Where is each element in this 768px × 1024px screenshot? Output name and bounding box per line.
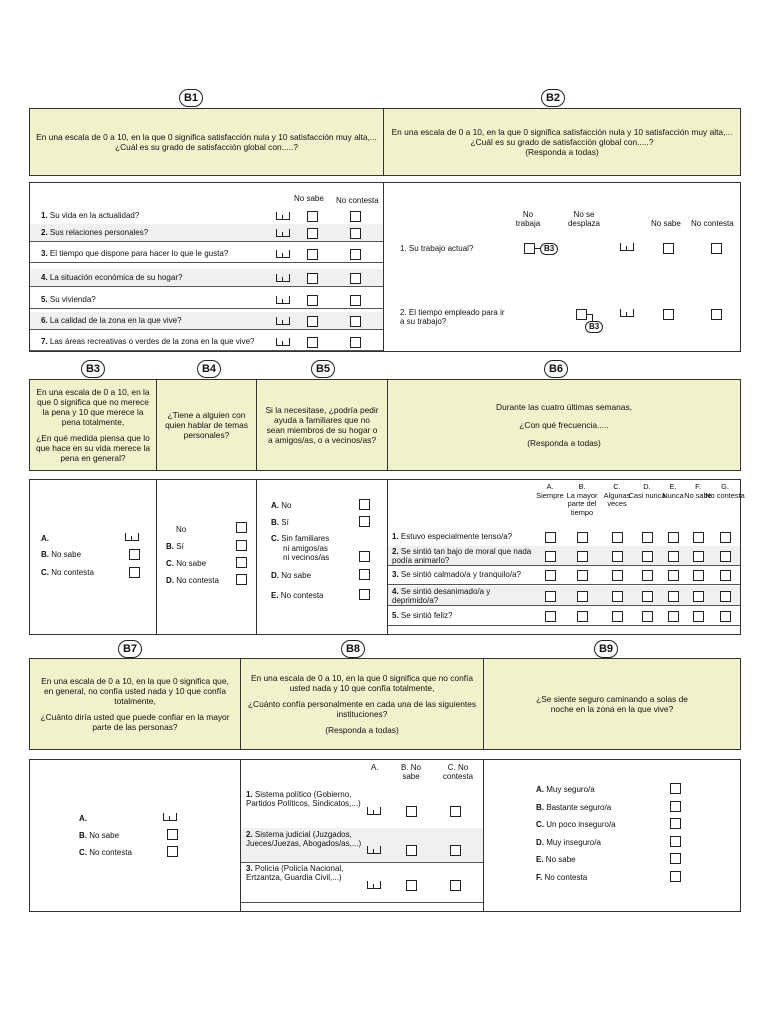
b6-item-3-option-g-checkbox[interactable] bbox=[720, 570, 731, 581]
b1-item-7-no-sabe-checkbox[interactable] bbox=[307, 337, 318, 348]
b1-row-divider bbox=[30, 262, 383, 263]
b6-row-divider bbox=[388, 625, 740, 626]
b6-item-5-option-d-checkbox[interactable] bbox=[642, 611, 653, 622]
b1-question-box bbox=[29, 108, 384, 176]
b3-option-c bbox=[41, 568, 94, 577]
b6-item-4-option-a-checkbox[interactable] bbox=[545, 591, 556, 602]
b1-question-line2: ¿Cuál es su grado de satisfacción global con.....? bbox=[115, 142, 298, 152]
b1-item-text: Su vida en la actualidad? bbox=[49, 211, 140, 220]
b8-item-3-no-contesta-checkbox[interactable] bbox=[450, 880, 461, 891]
b6-col-letter: F. bbox=[695, 482, 701, 491]
question-label-b8: B8 bbox=[341, 640, 365, 658]
b6-item-4-option-g-checkbox[interactable] bbox=[720, 591, 731, 602]
b9-option-text: Muy seguro/a bbox=[546, 785, 595, 794]
b1-item-num: 6. bbox=[41, 316, 48, 325]
b8-row-divider bbox=[241, 902, 483, 903]
b1-row-divider bbox=[30, 308, 383, 309]
b2-question-box bbox=[383, 108, 741, 176]
b6-item-4-option-c-checkbox[interactable] bbox=[612, 591, 623, 602]
b4-question: ¿Tiene a alguien con quien hablar de temas personales? bbox=[165, 409, 248, 441]
b1-item-3-no-sabe-checkbox[interactable] bbox=[307, 249, 318, 260]
b1-item-5-no-contesta-checkbox[interactable] bbox=[350, 295, 361, 306]
b1-item-4 bbox=[41, 273, 182, 282]
b8-item-2 bbox=[246, 830, 364, 848]
b6-item-3-option-e-checkbox[interactable] bbox=[668, 570, 679, 581]
b1-item-text: Las áreas recreativas o verdes de la zona en la que vive? bbox=[49, 337, 255, 346]
b9-question-box bbox=[483, 658, 741, 750]
b6-item-5-option-a-checkbox[interactable] bbox=[545, 611, 556, 622]
b6-item-3 bbox=[392, 570, 532, 579]
b2-col-no-sabe: No sabe bbox=[651, 219, 681, 228]
b4-option-b-letter: B. bbox=[166, 542, 174, 551]
b6-item-1-option-d-checkbox[interactable] bbox=[642, 532, 653, 543]
b2-item-2 bbox=[400, 308, 510, 326]
b3-no-contesta-checkbox[interactable] bbox=[129, 567, 140, 578]
b4-option-d bbox=[166, 576, 219, 585]
b1-item-4-no-sabe-checkbox[interactable] bbox=[307, 273, 318, 284]
b8-item-3-no-sabe-checkbox[interactable] bbox=[406, 880, 417, 891]
b1-col-no-contesta: No contesta bbox=[336, 196, 379, 205]
b2-item-1-no-trabaja-checkbox[interactable] bbox=[524, 243, 535, 254]
b6-item-text: Se sintió tan bajo de moral que nada podía animarlo? bbox=[392, 547, 532, 566]
b3-option-c-text: No contesta bbox=[51, 568, 94, 577]
b6-item-5-option-b-checkbox[interactable] bbox=[577, 611, 588, 622]
b6-item-num: 2. bbox=[392, 547, 399, 556]
b1-item-num: 3. bbox=[41, 249, 48, 258]
b1-question-line1: En una escala de 0 a 10, en la que 0 significa satisfacción nula y 10 satisfacción muy alta,... bbox=[36, 131, 377, 142]
b6-item-4-option-b-checkbox[interactable] bbox=[577, 591, 588, 602]
b9-option-f-checkbox[interactable] bbox=[670, 871, 681, 882]
b1-item-2-no-contesta-checkbox[interactable] bbox=[350, 228, 361, 239]
b8-item-3 bbox=[246, 864, 364, 882]
b1-item-3-scale-box[interactable] bbox=[276, 250, 290, 258]
b9-option-c-checkbox[interactable] bbox=[670, 818, 681, 829]
b6-item-text: Estuvo especialmente tenso/a? bbox=[400, 532, 513, 541]
b1-item-7 bbox=[41, 337, 254, 346]
b5-no-sabe-checkbox[interactable] bbox=[359, 569, 370, 580]
b6-item-1 bbox=[392, 532, 532, 541]
b5-option-c-text-3: ni vecinos/as bbox=[283, 553, 330, 562]
b4-option-c bbox=[166, 559, 206, 568]
b4-option-d-letter: D. bbox=[166, 576, 174, 585]
b8-col-a: A. bbox=[371, 763, 379, 772]
b6-col-letter: C. bbox=[613, 482, 621, 491]
divider-b3-b4 bbox=[156, 479, 157, 635]
question-label-b4: B4 bbox=[197, 360, 221, 378]
b2-item-2-no-sabe-checkbox[interactable] bbox=[663, 309, 674, 320]
b7-option-b-letter: B. bbox=[79, 831, 87, 840]
b9-option-text: Un poco inseguro/a bbox=[546, 820, 616, 830]
b6-row-divider bbox=[388, 584, 740, 585]
b7-question-line1: En una escala de 0 a 10, en la que 0 significa que, en general, no confía usted nada y 10 que confía totalmente, bbox=[41, 675, 229, 706]
b2-item-2-num: 2. bbox=[400, 308, 407, 317]
b5-no-checkbox[interactable] bbox=[359, 499, 370, 510]
b3-option-c-letter: C. bbox=[41, 568, 49, 577]
b5-option-a bbox=[271, 501, 291, 510]
b9-option-text: Bastante seguro/a bbox=[546, 802, 612, 812]
b1-item-2 bbox=[41, 228, 148, 237]
b6-col-letter: G. bbox=[721, 482, 729, 491]
b1-item-6-scale-box[interactable] bbox=[276, 317, 290, 325]
question-label-b5: B5 bbox=[311, 360, 335, 378]
question-label-b1: B1 bbox=[179, 89, 203, 107]
b7-question-line2: ¿Cuánto diría usted que puede confiar en la mayor parte de las personas? bbox=[40, 712, 230, 733]
b3-option-b bbox=[41, 550, 81, 559]
b2-goto-b3-1: B3 bbox=[540, 243, 558, 255]
b1-item-7-no-contesta-checkbox[interactable] bbox=[350, 337, 361, 348]
b3-option-b-letter: B. bbox=[41, 550, 49, 559]
b1-item-num: 2. bbox=[41, 228, 48, 237]
b8-row-divider bbox=[241, 862, 483, 863]
b6-item-4-option-d-checkbox[interactable] bbox=[642, 591, 653, 602]
b3-scale-box[interactable] bbox=[125, 533, 139, 541]
b8-question-line3: (Responda a todas) bbox=[325, 725, 399, 736]
b2-item-1-no-sabe-checkbox[interactable] bbox=[663, 243, 674, 254]
b6-col-letter: A. bbox=[546, 482, 554, 491]
b9-option-d-checkbox[interactable] bbox=[670, 836, 681, 847]
b2-item-2-text: El tiempo empleado para ir a su trabajo? bbox=[400, 308, 505, 327]
b8-question-box bbox=[240, 658, 484, 750]
b1-item-7-scale-box[interactable] bbox=[276, 338, 290, 346]
b1-item-5-no-sabe-checkbox[interactable] bbox=[307, 295, 318, 306]
b9-option-letter: C. bbox=[536, 820, 544, 830]
b6-item-num: 5. bbox=[392, 611, 399, 620]
question-label-b6: B6 bbox=[544, 360, 568, 378]
b4-question-box bbox=[156, 379, 257, 471]
b8-item-num: 1. bbox=[246, 790, 253, 799]
b2-item-1-text: Su trabajo actual? bbox=[408, 244, 474, 253]
b7-option-c bbox=[79, 848, 132, 857]
b6-item-3-option-a-checkbox[interactable] bbox=[545, 570, 556, 581]
question-label-b2: B2 bbox=[541, 89, 565, 107]
b6-col-letter: E. bbox=[669, 482, 677, 491]
b4-option-b-text: Sí bbox=[176, 542, 184, 551]
b1-item-1 bbox=[41, 211, 139, 220]
b2-item-1 bbox=[400, 244, 473, 253]
b2-question-line2: ¿Cuál es su grado de satisfacción global con.....? bbox=[470, 136, 654, 147]
b1-item-1-scale-box[interactable] bbox=[276, 212, 290, 220]
b8-item-num: 3. bbox=[246, 864, 253, 873]
b9-option-a-checkbox[interactable] bbox=[670, 783, 681, 794]
b9-option-text: Muy inseguro/a bbox=[546, 837, 601, 847]
b1-item-1-no-sabe-checkbox[interactable] bbox=[307, 211, 318, 222]
b6-col-text: Algunas veces bbox=[603, 490, 631, 509]
b5-option-a-letter: A. bbox=[271, 501, 279, 510]
b8-item-num: 2. bbox=[246, 830, 253, 839]
b8-col-b: B. No sabe bbox=[400, 763, 421, 782]
b9-option-text: No sabe bbox=[545, 855, 576, 865]
b8-item-2-no-sabe-checkbox[interactable] bbox=[406, 845, 417, 856]
b8-item-3-scale-box[interactable] bbox=[367, 881, 381, 889]
b7-question-box bbox=[29, 658, 241, 750]
b7-option-c-text: No contesta bbox=[89, 848, 132, 857]
b1-row-divider bbox=[30, 350, 383, 351]
b6-item-text: Se sintió desanimado/a y deprimido/a? bbox=[392, 587, 491, 606]
b6-col-text: Nunca bbox=[662, 490, 684, 500]
b8-col-c: C. No contesta bbox=[442, 763, 474, 782]
b9-option-c bbox=[536, 820, 616, 829]
b5-option-e-letter: E. bbox=[271, 591, 279, 600]
b6-item-2 bbox=[392, 547, 532, 565]
b1-item-6-no-sabe-checkbox[interactable] bbox=[307, 316, 318, 327]
b1-col-no-sabe: No sabe bbox=[294, 194, 324, 203]
b5-option-b-letter: B. bbox=[271, 518, 279, 527]
b8-item-1 bbox=[246, 790, 364, 808]
b2-goto-b3-2: B3 bbox=[585, 321, 603, 333]
b5-si-checkbox[interactable] bbox=[359, 516, 370, 527]
b6-item-3-option-f-checkbox[interactable] bbox=[693, 570, 704, 581]
b8-item-1-no-contesta-checkbox[interactable] bbox=[450, 806, 461, 817]
b9-option-d bbox=[536, 838, 601, 847]
divider-b8-b9 bbox=[483, 759, 484, 912]
b9-option-text: No contesta bbox=[544, 873, 588, 882]
b1-item-text: La calidad de la zona en la que vive? bbox=[49, 316, 182, 325]
b2-answers-panel bbox=[383, 182, 741, 352]
b1-item-text: Su vivienda? bbox=[49, 295, 96, 304]
b6-item-2-option-f-checkbox[interactable] bbox=[693, 551, 704, 562]
question-label-b3: B3 bbox=[81, 360, 105, 378]
b1-item-5 bbox=[41, 295, 96, 304]
b1-item-2-scale-box[interactable] bbox=[276, 229, 290, 237]
b6-item-2-option-g-checkbox[interactable] bbox=[720, 551, 731, 562]
b1-item-text: Sus relaciones personales? bbox=[49, 228, 149, 237]
b3-option-a: A. bbox=[41, 534, 49, 543]
b7-option-b bbox=[79, 831, 119, 840]
b6-item-text: Se sintió calmado/a y tranquilo/a? bbox=[400, 570, 521, 579]
b9-option-f bbox=[536, 873, 587, 882]
b8-item-2-scale-box[interactable] bbox=[367, 846, 381, 854]
b3-option-b-text: No sabe bbox=[51, 550, 82, 559]
b2-col-no-se-desplaza: No se desplaza bbox=[567, 210, 601, 229]
b6-question-line1: Durante las cuatro últimas semanas, bbox=[496, 401, 632, 412]
b6-item-5 bbox=[392, 611, 532, 620]
b6-item-2-option-a-checkbox[interactable] bbox=[545, 551, 556, 562]
b6-item-1-option-e-checkbox[interactable] bbox=[668, 532, 679, 543]
b1-item-text: La situación económica de su hogar? bbox=[49, 273, 183, 282]
b6-item-5-option-e-checkbox[interactable] bbox=[668, 611, 679, 622]
b6-col-text: La mayor parte del tiempo bbox=[566, 490, 598, 517]
question-label-b7: B7 bbox=[118, 640, 142, 658]
b4-option-d-text: No contesta bbox=[176, 576, 219, 585]
b6-item-1-option-a-checkbox[interactable] bbox=[545, 532, 556, 543]
b6-col-header-b bbox=[562, 483, 602, 517]
b5-option-d-text: No sabe bbox=[281, 571, 312, 580]
b7-no-contesta-checkbox[interactable] bbox=[167, 846, 178, 857]
b6-item-1-option-f-checkbox[interactable] bbox=[693, 532, 704, 543]
b3-question-box bbox=[29, 379, 157, 471]
b1-item-text: El tiempo que dispone para hacer lo que le gusta? bbox=[49, 249, 229, 258]
b6-item-1-option-b-checkbox[interactable] bbox=[577, 532, 588, 543]
b5-option-c-letter: C. bbox=[271, 534, 279, 543]
b4-option-b bbox=[166, 542, 184, 551]
b5-option-b-text: Sí bbox=[281, 518, 289, 527]
b6-item-2-option-e-checkbox[interactable] bbox=[668, 551, 679, 562]
b6-col-text: Casi nunca bbox=[628, 490, 666, 500]
b6-question-line3: (Responda a todas) bbox=[527, 438, 601, 449]
b6-question-box bbox=[387, 379, 741, 471]
b4-option-c-letter: C. bbox=[166, 559, 174, 568]
b4-option-no: No bbox=[176, 525, 187, 534]
b6-item-4-option-f-checkbox[interactable] bbox=[693, 591, 704, 602]
b7-option-a: A. bbox=[79, 814, 87, 823]
b6-item-1-option-g-checkbox[interactable] bbox=[720, 532, 731, 543]
b6-item-3-option-b-checkbox[interactable] bbox=[577, 570, 588, 581]
b1-item-num: 4. bbox=[41, 273, 48, 282]
b2-question-line3: (Responda a todas) bbox=[525, 147, 599, 158]
b6-item-4 bbox=[392, 587, 532, 605]
b6-item-2-option-d-checkbox[interactable] bbox=[642, 551, 653, 562]
b6-item-num: 3. bbox=[392, 570, 399, 579]
b6-item-1-option-c-checkbox[interactable] bbox=[612, 532, 623, 543]
b6-item-2-option-c-checkbox[interactable] bbox=[612, 551, 623, 562]
b6-item-2-option-b-checkbox[interactable] bbox=[577, 551, 588, 562]
b8-item-text: Sistema político (Gobierno, Partidos Políticos, Sindicatos,...) bbox=[246, 790, 361, 809]
b7-no-sabe-checkbox[interactable] bbox=[167, 829, 178, 840]
question-label-b9: B9 bbox=[594, 640, 618, 658]
b1-item-6 bbox=[41, 316, 182, 325]
b9-option-a bbox=[536, 785, 595, 794]
divider-b4-b5 bbox=[256, 479, 257, 635]
b1-item-6-no-contesta-checkbox[interactable] bbox=[350, 316, 361, 327]
b8-item-text: Sistema judicial (Juzgados, Jueces/Juezas, Abogados/as,...) bbox=[246, 830, 362, 849]
b9-option-letter: F. bbox=[536, 873, 543, 882]
b9-option-b bbox=[536, 803, 611, 812]
b1-item-num: 5. bbox=[41, 295, 48, 304]
b8-item-1-scale-box[interactable] bbox=[367, 807, 381, 815]
b2-item-2-no-contesta-checkbox[interactable] bbox=[711, 309, 722, 320]
b2-item-2-scale-box[interactable] bbox=[620, 309, 634, 317]
b4-si-checkbox[interactable] bbox=[236, 540, 247, 551]
b5-question: Si la necesitase, ¿podría pedir ayuda a familiares que no sean miembros de su hogar o a amigos/as, o a vecinos/as? bbox=[265, 404, 379, 446]
b6-item-4-option-e-checkbox[interactable] bbox=[668, 591, 679, 602]
b6-item-num: 4. bbox=[392, 587, 399, 596]
b5-option-e-text: No contesta bbox=[280, 591, 324, 600]
b6-item-text: Se sintió feliz? bbox=[400, 611, 453, 620]
b6-col-text: No contesta bbox=[705, 490, 745, 500]
b1-item-num: 7. bbox=[41, 337, 48, 346]
b9-option-letter: B. bbox=[536, 802, 544, 812]
b2-question-line1: En una escala de 0 a 10, en la que 0 significa satisfacción nula y 10 satisfacción muy alta,... bbox=[391, 126, 733, 137]
b6-item-num: 1. bbox=[392, 532, 399, 541]
b9-option-e bbox=[536, 855, 576, 864]
b6-item-3-option-c-checkbox[interactable] bbox=[612, 570, 623, 581]
b6-item-5-option-c-checkbox[interactable] bbox=[612, 611, 623, 622]
b8-item-2-no-contesta-checkbox[interactable] bbox=[450, 845, 461, 856]
b7-scale-box[interactable] bbox=[163, 813, 177, 821]
b4-no-sabe-checkbox[interactable] bbox=[236, 557, 247, 568]
b8-question-line1: En una escala de 0 a 10, en la que 0 significa que no confía usted nada y 10 que confía totalmente, bbox=[250, 672, 474, 693]
b7-option-c-letter: C. bbox=[79, 848, 87, 857]
b4-no-checkbox[interactable] bbox=[236, 522, 247, 533]
b3-no-sabe-checkbox[interactable] bbox=[129, 549, 140, 560]
b9-option-letter: E. bbox=[536, 855, 544, 865]
b8-question-line2: ¿Cuánto confía personalmente en cada una de las siguientes instituciones? bbox=[247, 698, 477, 720]
b5-option-c bbox=[271, 534, 329, 543]
b6-col-text: No sabe bbox=[684, 490, 712, 500]
b3-question-line2: ¿En qué medida piensa que lo que hace en su vida merece la pena en general? bbox=[35, 433, 151, 464]
b5-option-c-text-2: ni amigos/as bbox=[283, 544, 328, 553]
b5-option-e bbox=[271, 591, 324, 600]
b6-col-text: Siempre bbox=[536, 490, 564, 500]
b5-option-d bbox=[271, 571, 311, 580]
b1-item-5-scale-box[interactable] bbox=[276, 296, 290, 304]
b9-option-letter: A. bbox=[536, 785, 544, 794]
b1-item-4-no-contesta-checkbox[interactable] bbox=[350, 273, 361, 284]
b9-option-e-checkbox[interactable] bbox=[670, 853, 681, 864]
b5-option-d-letter: D. bbox=[271, 571, 279, 580]
b6-item-5-option-f-checkbox[interactable] bbox=[693, 611, 704, 622]
b5-question-box bbox=[256, 379, 388, 471]
b1-item-3-no-contesta-checkbox[interactable] bbox=[350, 249, 361, 260]
b4-no-contesta-checkbox[interactable] bbox=[236, 574, 247, 585]
b8-item-text: Policía (Policía Nacional, Ertzantza, Guardia Civil,...) bbox=[246, 864, 344, 883]
b2-col-no-contesta: No contesta bbox=[691, 219, 734, 228]
b1-item-1-no-contesta-checkbox[interactable] bbox=[350, 211, 361, 222]
b6-col-header-g bbox=[705, 483, 745, 500]
b6-col-letter: B. bbox=[578, 482, 586, 491]
b1-row-divider bbox=[30, 329, 383, 330]
b8-item-1-no-sabe-checkbox[interactable] bbox=[406, 806, 417, 817]
b6-item-5-option-g-checkbox[interactable] bbox=[720, 611, 731, 622]
b2-item-1-no-contesta-checkbox[interactable] bbox=[711, 243, 722, 254]
b5-no-contesta-checkbox[interactable] bbox=[359, 589, 370, 600]
b3-question-line1: En una escala de 0 a 10, en la que 0 significa que no merece la pena y 10 que merece la pena totalmente, bbox=[36, 386, 150, 427]
b9-question: ¿Se siente seguro caminando a solas de noche en la zona en la que vive? bbox=[536, 693, 688, 714]
b5-option-b bbox=[271, 518, 289, 527]
b4-option-c-text: No sabe bbox=[176, 559, 207, 568]
b2-col-no-trabaja: No trabaja bbox=[515, 210, 541, 229]
b6-item-3-option-d-checkbox[interactable] bbox=[642, 570, 653, 581]
b5-option-a-text: No bbox=[281, 501, 292, 510]
b2-item-1-scale-box[interactable] bbox=[620, 243, 634, 251]
b1-item-3 bbox=[41, 249, 228, 258]
b1-item-4-scale-box[interactable] bbox=[276, 274, 290, 282]
b6-question-line2: ¿Con qué frecuencia..... bbox=[519, 419, 609, 430]
b9-option-b-checkbox[interactable] bbox=[670, 801, 681, 812]
b2-item-1-num: 1. bbox=[400, 244, 407, 253]
b5-option-c-text-1: Sin familiares bbox=[281, 534, 330, 543]
b1-item-num: 1. bbox=[41, 211, 48, 220]
b1-row-divider bbox=[30, 241, 383, 242]
b1-item-2-no-sabe-checkbox[interactable] bbox=[307, 228, 318, 239]
b6-col-letter: D. bbox=[643, 482, 651, 491]
b5-sin-familiares-checkbox[interactable] bbox=[359, 551, 370, 562]
b7-option-b-text: No sabe bbox=[89, 831, 120, 840]
b9-option-letter: D. bbox=[536, 837, 544, 847]
b1-row-divider bbox=[30, 286, 383, 287]
